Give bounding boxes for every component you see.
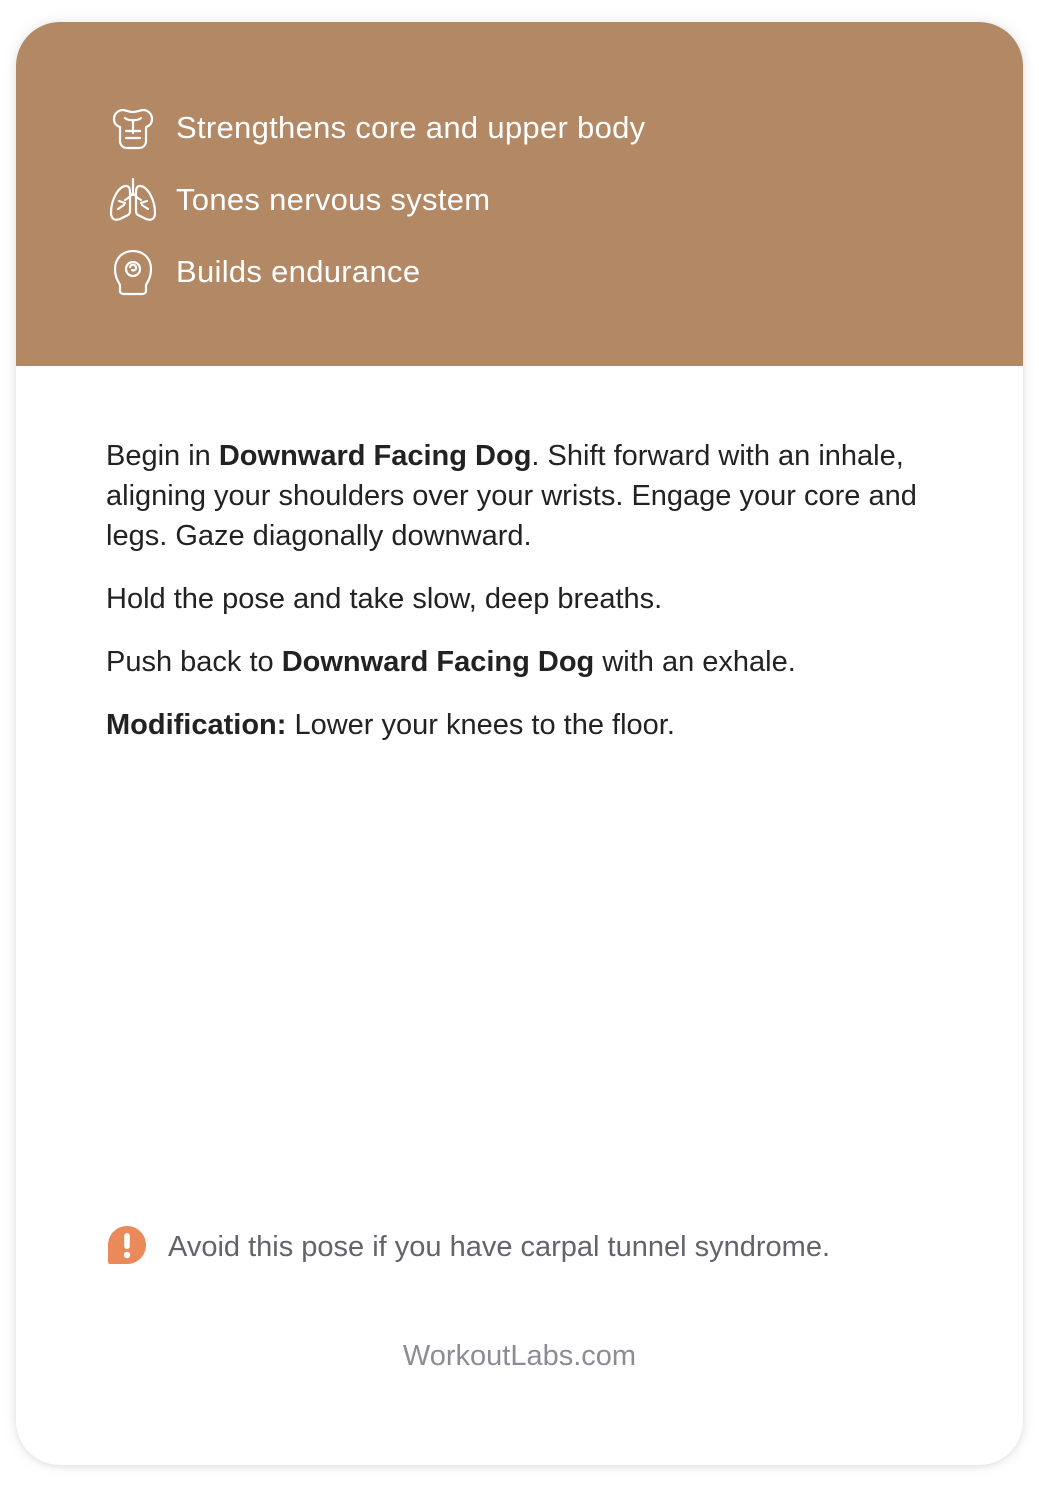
muscle-torso-icon xyxy=(106,101,160,155)
lungs-icon xyxy=(106,173,160,227)
footer-brand: WorkoutLabs.com xyxy=(402,1340,637,1372)
warning-note xyxy=(106,1222,830,1272)
instruction-step-2: Hold the pose and take slow, deep breaths. xyxy=(106,583,663,615)
modification-text: Lower your knees to the floor. xyxy=(286,709,675,741)
benefit-item-endurance xyxy=(106,245,420,299)
instruction-text: Begin in xyxy=(106,440,219,472)
pose-card xyxy=(16,22,1023,1465)
benefits-header xyxy=(16,22,1023,366)
warning-exclamation-icon xyxy=(106,1224,148,1271)
endurance-head-icon xyxy=(106,245,160,299)
instruction-text: Push back to xyxy=(106,646,282,678)
modification-label: Modification: xyxy=(106,709,287,741)
instruction-step-3 xyxy=(106,642,956,682)
benefit-label: Strengthens core and upper body xyxy=(176,110,646,145)
benefit-item-nervous-system xyxy=(106,173,490,227)
benefit-label: Builds endurance xyxy=(176,254,421,289)
warning-text: Avoid this pose if you have carpal tunnel syndrome. xyxy=(168,1230,831,1263)
instruction-step-1 xyxy=(106,436,956,556)
benefit-label: Tones nervous system xyxy=(176,182,491,217)
modification-note xyxy=(106,705,956,745)
instructions xyxy=(106,436,956,768)
benefit-item-core xyxy=(106,101,645,155)
instruction-text: with an exhale. xyxy=(594,646,796,678)
instruction-text: . Shift forward with an inhale, aligning your shoulders over your wrists. Engage your core and legs. Gaze diagonally downward. xyxy=(106,440,917,552)
pose-name: Downward Facing Dog xyxy=(281,646,595,678)
pose-name: Downward Facing Dog xyxy=(218,440,532,472)
